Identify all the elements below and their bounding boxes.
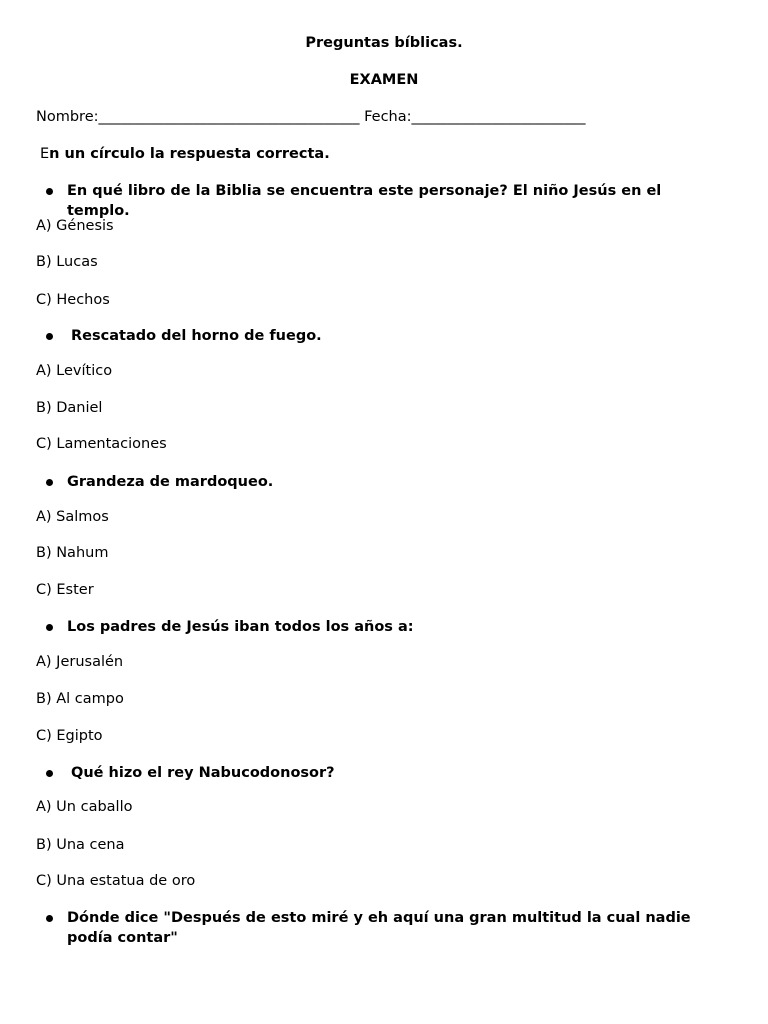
- question-4: [46, 617, 726, 637]
- option-4a: A) Jerusalén: [36, 654, 124, 670]
- option-4b: B) Al campo: [36, 691, 124, 707]
- option-2b: B) Daniel: [36, 400, 103, 416]
- question-text: En qué libro de la Biblia se encuentra este personaje? El niño Jesús en el templo.: [67, 183, 662, 219]
- question-6: [46, 908, 726, 948]
- bullet-icon: [46, 770, 53, 777]
- option-5b: B) Una cena: [36, 837, 125, 853]
- bullet-icon: [46, 915, 53, 922]
- question-2: [46, 326, 726, 346]
- instruction-initial: E: [40, 146, 50, 162]
- question-text: Qué hizo el rey Nabucodonosor?: [71, 765, 335, 781]
- bullet-icon: [46, 479, 53, 486]
- option-5a: A) Un caballo: [36, 799, 133, 815]
- question-5: [46, 763, 726, 783]
- question-3: [46, 472, 726, 492]
- option-3b: B) Nahum: [36, 545, 109, 561]
- option-3a: A) Salmos: [36, 509, 109, 525]
- page-title: Preguntas bíblicas.: [305, 35, 463, 51]
- exam-heading: EXAMEN: [349, 72, 419, 88]
- name-date-line: Nombre:____________________________________ Fecha:________________________: [36, 109, 586, 125]
- bullet-icon: [46, 333, 53, 340]
- question-text: Dónde dice "Después de esto miré y eh aquí una gran multitud la cual nadie podía contar": [67, 910, 691, 946]
- question-text: Grandeza de mardoqueo.: [67, 474, 274, 490]
- option-2a: A) Levítico: [36, 363, 113, 379]
- question-text: Los padres de Jesús iban todos los años a:: [67, 619, 414, 635]
- option-1b: B) Lucas: [36, 254, 98, 270]
- question-text: Rescatado del horno de fuego.: [71, 328, 322, 344]
- option-5c: C) Una estatua de oro: [36, 873, 196, 889]
- question-1: [46, 181, 726, 221]
- option-2c: C) Lamentaciones: [36, 436, 167, 452]
- instruction-text: [40, 144, 330, 164]
- bullet-icon: [46, 624, 53, 631]
- option-1a: A) Génesis: [36, 218, 114, 234]
- bullet-icon: [46, 188, 53, 195]
- option-4c: C) Egipto: [36, 728, 103, 744]
- option-3c: C) Ester: [36, 582, 94, 598]
- instruction-body: n un círculo la respuesta correcta.: [49, 146, 330, 162]
- option-1c: C) Hechos: [36, 292, 110, 308]
